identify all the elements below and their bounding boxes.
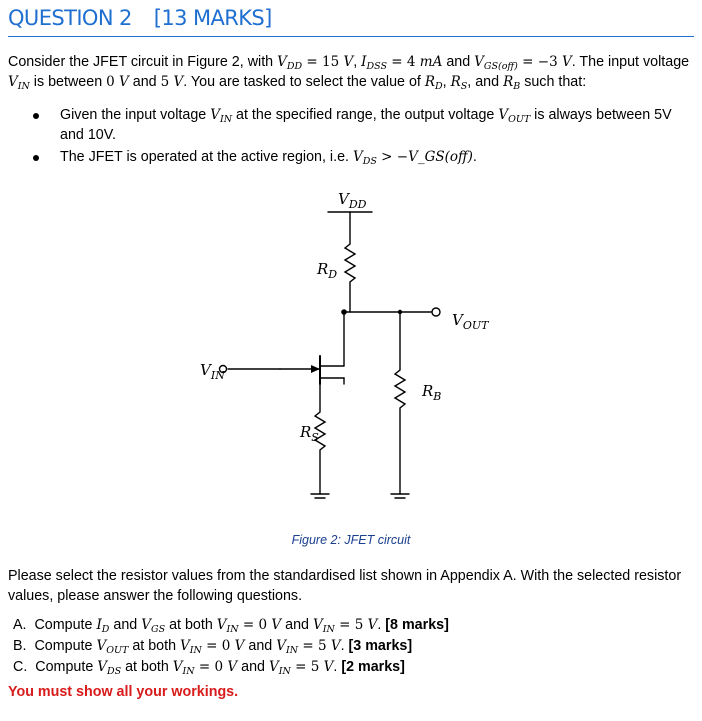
vin-label: $V_{IN}$ xyxy=(200,361,225,382)
question-item-c: C. Compute $V_{DS}$ at both $V_{IN} = 0$ V and $V_{IN} = 5$ V. [2 marks] xyxy=(13,659,405,677)
junction-dot-icon xyxy=(341,309,347,315)
marks-badge: [3 marks] xyxy=(348,638,413,654)
marks-badge: [8 marks] xyxy=(385,617,449,633)
zero-volt: 0 V xyxy=(106,74,129,90)
rd-label: $R_D$ xyxy=(317,260,338,281)
vout-symbol: $V_{OUT}$ xyxy=(498,107,531,125)
list-item: Given the input voltage $V_{IN}$ at the specified range, the output voltage $V_{OUT}$ is always between 5V and 10V. xyxy=(60,105,696,145)
rs-label: $R_S$ xyxy=(300,423,319,444)
question-marks: [13 MARKS] xyxy=(153,6,272,30)
vgs-symbol: $V_{GS}$ xyxy=(141,617,166,635)
vout-label: $V_{OUT}$ xyxy=(452,311,489,332)
vdd-equation: $V_{DD} = 15$ V xyxy=(277,54,354,72)
list-item: The JFET is operated at the active region, i.e. $V_{DS}$ > −V_GS(off). xyxy=(60,147,696,167)
vds-symbol: $V_{DS}$ xyxy=(97,659,122,677)
figure-caption: Figure 2: JFET circuit xyxy=(291,533,411,547)
vin-zero-eq: $V_{IN} = 0$ V xyxy=(172,659,238,677)
idss-equation: $I_{DSS} = 4$ mA xyxy=(361,54,443,72)
vin-symbol: $V_{IN}$ xyxy=(210,107,233,125)
id-symbol: $I_D$ xyxy=(96,617,110,635)
vin-five-eq: $V_{IN} = 5$ V xyxy=(268,659,334,677)
workings-warning: You must show all your workings. xyxy=(8,684,239,700)
vout-symbol: $V_{OUT}$ xyxy=(96,638,129,656)
rb-symbol: $R_B$ xyxy=(503,74,521,92)
vin-zero-eq: $V_{IN} = 0$ V xyxy=(180,638,245,656)
vin-zero-eq: $V_{IN} = 0$ V xyxy=(216,617,282,635)
rb-label: $R_B$ xyxy=(422,382,442,403)
jfet-arrow-icon xyxy=(311,365,320,373)
vgsoff-equation: $V_{GS(off)} = -3$ V xyxy=(474,54,572,72)
vin-symbol: $V_{IN}$ xyxy=(8,74,30,92)
question-list xyxy=(13,615,449,678)
rs-symbol: $R_S$ xyxy=(450,74,468,92)
bullet-dot-icon xyxy=(33,113,39,119)
heading-underline xyxy=(8,36,694,37)
jfet-circuit-diagram xyxy=(190,184,520,524)
vin-five-eq: $V_{IN} = 5$ V xyxy=(276,638,341,656)
question-item-a: A. Compute $I_D$ and $V_{GS}$ at both $V_{IN} = 0$ V and $V_{IN} = 5$ V. [8 marks] xyxy=(13,617,449,635)
junction-dot-icon xyxy=(398,310,402,314)
rb-resistor-icon xyxy=(395,368,405,494)
rd-symbol: $R_D$ xyxy=(424,74,443,92)
vin-five-eq: $V_{IN} = 5$ V xyxy=(312,617,378,635)
question-heading xyxy=(8,6,272,30)
instructions-paragraph: Please select the resistor values from the standardised list shown in Appendix A. With the selected resistor values, please answer the following questions. xyxy=(8,568,682,604)
active-region-condition: $V_{DS}$ > −V_GS(off) xyxy=(352,149,473,167)
bullet-dot-icon xyxy=(33,155,39,161)
marks-badge: [2 marks] xyxy=(341,659,405,675)
vdd-label: $V_{DD}$ xyxy=(338,190,367,211)
question-item-b: B. Compute $V_{OUT}$ at both $V_{IN} = 0$ V and $V_{IN} = 5$ V. [3 marks] xyxy=(13,638,413,656)
five-volt: 5 V xyxy=(160,74,184,90)
rd-resistor-icon xyxy=(345,218,355,312)
vout-terminal-icon xyxy=(432,308,440,316)
intro-paragraph: Consider the JFET circuit in Figure 2, with $V_{DD} = 15$ V, $I_{DSS} = 4$ mA and $V_{GS(off)} = -3$ V. The input voltage $V_{IN}$ is between 0 V and 5 V. You are tasked to select the value of $R_D$, $R_S$, and $R_B$ such that: xyxy=(8,54,690,92)
question-number: QUESTION 2 xyxy=(8,6,132,30)
